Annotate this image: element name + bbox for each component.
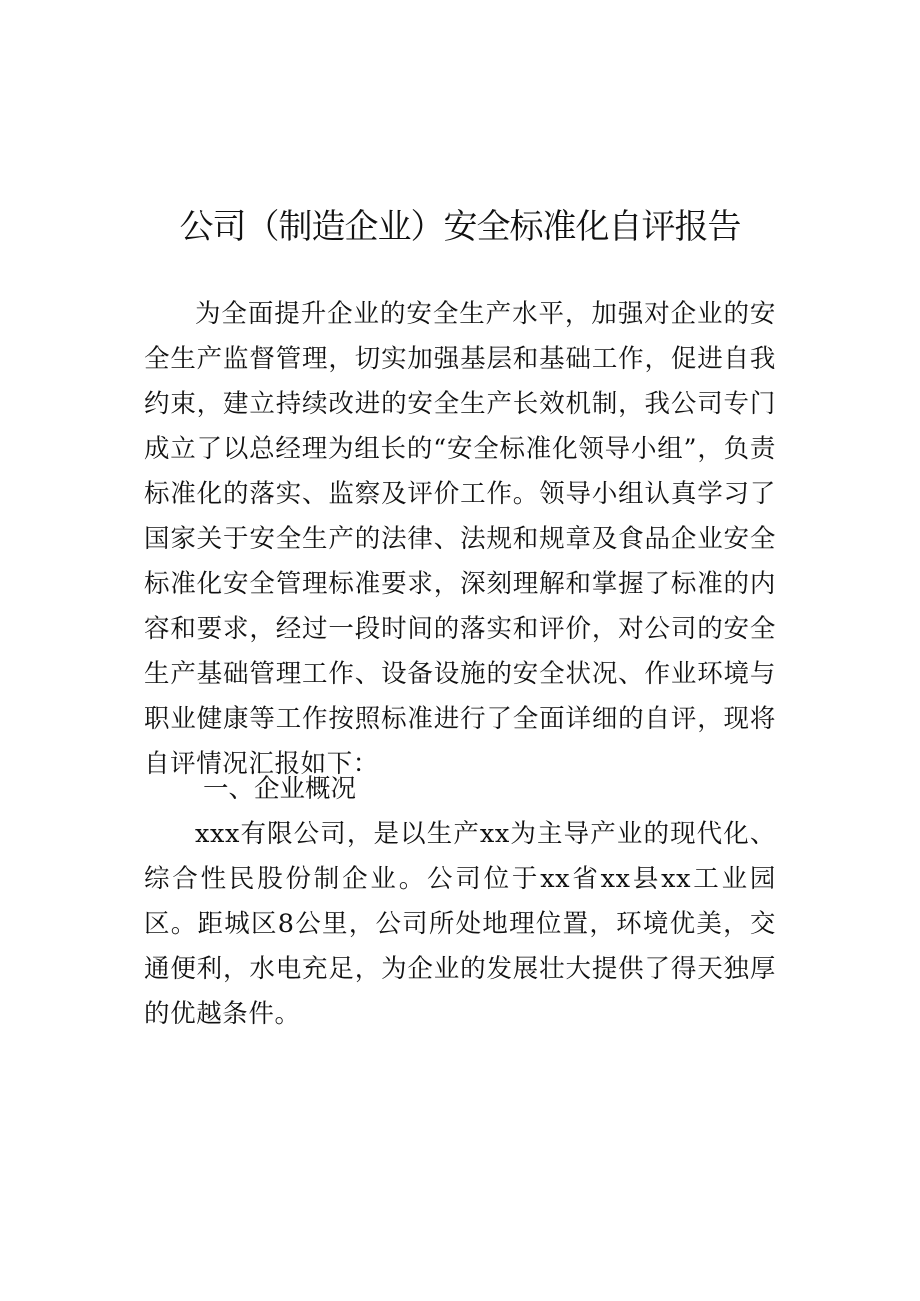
- intro-paragraph: 为全面提升企业的安全生产水平，加强对企业的安全生产监督管理，切实加强基层和基础工作，促进自我约束，建立持续改进的安全生产长效机制，我公司专门成立了以总经理为组长的“安全标准化领导小组”，负责标准化的落实、监察及评价工作。领导小组认真学习了国家关于安全生产的法律、法规和规章及食品企业安全标准化安全管理标准要求，深刻理解和掌握了标准的内容和要求，经过一段时间的落实和评价，对公司的安全生产基础管理工作、设备设施的安全状况、作业环境与职业健康等工作按照标准进行了全面详细的自评，现将自评情况汇报如下：: [144, 299, 776, 779]
- company-overview-paragraph: xxx有限公司，是以生产xx为主导产业的现代化、综合性民股份制企业。公司位于xx省xx县xx工业园区。距城区8公里，公司所处地理位置，环境优美，交通便利，水电充足，为企业的发展壮大提供了得天独厚的优越条件。: [144, 819, 776, 1029]
- section-heading-company-overview: 一、企业概况: [203, 774, 357, 804]
- document-title: 公司（制造企业）安全标准化自评报告: [179, 207, 741, 247]
